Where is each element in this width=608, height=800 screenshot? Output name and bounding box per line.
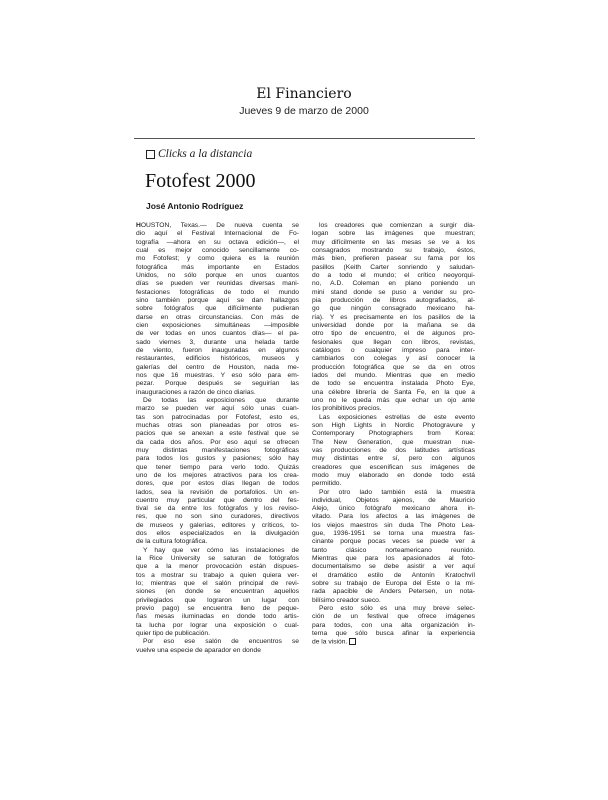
text-line: do a todo el mundo; el crítico neoyorqui-: [312, 271, 475, 279]
text-line: la Rice University se saturan de fotógrafos: [136, 555, 299, 563]
text-line: modo muy elaborado en donde todo está: [312, 471, 475, 479]
text-line: Por eso ese salón de encuentros se: [143, 638, 299, 646]
text-line: más bien, prefieren pasear su fama por los: [312, 255, 475, 263]
text-line: individual, Objetos ajenos, de Mauricio: [312, 496, 475, 504]
text-line: Las exposiciones estrellas de este evento: [319, 413, 475, 421]
text-line: son High Lights in Nordic Photogravure y: [312, 421, 475, 429]
text-line: pacios que se anexan a este festival que se: [136, 430, 299, 438]
text-line: uno no le queda más que echar un ojo ante: [312, 396, 475, 404]
text-line: Alejo, único fotógrafo mexicano ahora in-: [312, 505, 475, 513]
text-line: go que ningún consagrado mexicano ha-: [312, 305, 475, 313]
text-line: privilegiados que lograron un lugar con: [136, 596, 299, 604]
text-line: para todos, con una alta organización in-: [312, 621, 475, 629]
text-line: que a la menor provocación están dispues-: [136, 563, 299, 571]
text-line: de ver todas en unos cuantos días— el pa-: [136, 330, 299, 338]
text-line: pia producción de libros autografiados, al-: [312, 296, 475, 304]
text-line: tival se da entre los fotógrafos y los reviso-: [136, 505, 299, 513]
text-line: galerías del centro de Houston, nada me-: [136, 363, 299, 371]
text-line: cien exposiciones simultáneas —imposible: [136, 321, 299, 329]
dropcap: H: [136, 222, 141, 229]
article-paragraph: [136, 222, 299, 397]
text-line: documentalismo se debe asistir a ver aquí: [312, 563, 475, 571]
text-line: no, A.D. Coleman en plano poniendo un: [312, 280, 475, 288]
text-line: muy distintas entre sí, pero con algunos: [312, 455, 475, 463]
text-line: universidad donde por la mañana se da: [312, 321, 475, 329]
text-line: tas son patrocinadas por Fotofest, esto es,: [136, 413, 299, 421]
text-line: lados del mundo. Mientras que en medio: [312, 371, 475, 379]
text-line: bilísimo creador sueco.: [312, 596, 381, 604]
text-line: The New Generation, que muestran nue-: [312, 438, 475, 446]
text-line: tos a mostrar su trabajo a quien quiera ver-: [136, 571, 299, 579]
section-title: Clicks a la distancia: [158, 148, 253, 160]
text-line: restaurantes, edificios históricos, museos y: [136, 355, 299, 363]
text-line: tanto clásico norteamericano reunido.: [312, 546, 475, 554]
text-line: permitido.: [312, 480, 342, 488]
article-paragraph: [136, 397, 299, 547]
article-paragraph: [312, 489, 475, 606]
text-line: dio aquí el Festival Internacional de Fo-: [136, 230, 299, 238]
text-line: vas producciones de dos latitudes artísticas: [312, 446, 475, 454]
section-header: [146, 148, 252, 160]
text-line: muchas otras son planeadas por otros es-: [136, 421, 299, 429]
text-line: terna que sólo busca afinar la experiencia: [312, 630, 475, 638]
text-line: Por otro lado también está la muestra: [319, 488, 475, 496]
text-line: logan sobre las imágenes que muestran;: [312, 230, 475, 238]
article-paragraph: [136, 547, 299, 639]
text-line: da cada dos años. Por eso aquí se ofrecen: [136, 438, 299, 446]
article-column-1: [136, 222, 299, 655]
text-line: lados, sea la revisión de portafolios. Un en-: [136, 488, 299, 496]
text-line: fesionales que llegan con libros, revistas,: [312, 338, 475, 346]
text-line: Y hay que ver cómo las instalaciones de: [143, 546, 299, 554]
text-line: previo pago) se encuentra lleno de peque-: [136, 605, 299, 613]
text-line: otro tipo de encuentro, el de algunos pro-: [312, 330, 475, 338]
text-line: sino también porque aquí se dan hallazgos: [136, 296, 299, 304]
text-line: días se pueden ver reunidas diversas mani-: [136, 280, 299, 288]
text-line: ta lucha por lograr una exposición o cual-: [136, 621, 299, 629]
text-line: catálogos o cualquier impreso para inter-: [312, 346, 475, 354]
text-line: uno de los mejores atractivos para los crea-: [136, 471, 299, 479]
masthead: [0, 86, 608, 118]
text-line: marzo se pueden ver aquí sólo unas cuan-: [136, 405, 299, 413]
square-bullet-icon: [146, 150, 155, 159]
text-line: fotográfica más importante en Estados: [136, 263, 299, 271]
text-line: De todas las exposiciones que durante: [143, 396, 299, 404]
text-line: una célebre librería de Santa Fe, en la que a: [312, 388, 475, 396]
text-line: sado viernes 3, durante una helada tarde: [136, 338, 299, 346]
text-line: cinante porque pocas veces se puede ver a: [312, 538, 475, 546]
article-paragraph: [312, 414, 475, 489]
article-headline: Fotofest 2000: [145, 170, 256, 192]
text-line: de viento, fueron inauguradas en algunos: [136, 346, 299, 354]
text-line: cuentro muy particular que dentro del fes-: [136, 496, 299, 504]
text-line: Pero esto sólo es una muy breve selec-: [319, 605, 475, 613]
end-of-article-icon: [349, 638, 356, 645]
text-line: festaciones fotográficas de todo el mundo: [136, 288, 299, 296]
text-line: el dramático estilo de Antonín Kratochvíl: [312, 571, 475, 579]
text-line: rada apacible de Anders Petersen, un nota-: [312, 588, 475, 596]
text-line: HOUSTON, Texas.— De nueva cuenta se: [136, 222, 299, 229]
text-line: lo; mientras que el salón principal de revi-: [136, 580, 299, 588]
text-line: producción fotográfica que se da en otros: [312, 363, 475, 371]
text-line: res, que no son sino curadores, directivos: [136, 513, 299, 521]
text-line: vitado. Para los afectos a las imágenes de: [312, 513, 475, 521]
text-line: de la cultura fotográfica.: [136, 538, 208, 546]
text-line: que tener tiempo para verlo todo. Quizás: [136, 463, 299, 471]
text-line: quier tipo de publicación.: [136, 630, 210, 638]
text-line: ría). Y es precisamente en los pasillos de la: [312, 313, 475, 321]
article-paragraph: [312, 222, 475, 414]
publication-date: Jueves 9 de marzo de 2000: [239, 105, 369, 117]
text-line: siones (en donde se encuentran aquellos: [136, 588, 299, 596]
text-line: cambiarlos con colegas y así conocer la: [312, 355, 475, 363]
text-line: dos ellos especializados en la divulgación: [136, 530, 299, 538]
text-line: mo Fotofest; y como quiera es la reunión: [136, 255, 299, 263]
text-line: de museos y galerías, editores y críticos, to-: [136, 521, 299, 529]
text-line: pasillos (Keith Carter sonriendo y saludan-: [312, 263, 475, 271]
newspaper-name: El Financiero: [256, 86, 352, 102]
text-line: inauguraciones a razón de cinco diarias.: [136, 388, 256, 396]
article-byline: José Antonio Rodríguez: [146, 201, 244, 211]
text-line: los creadores que comienzan a surgir dia-: [319, 222, 475, 229]
text-line: ción de un festival que ofrece imágenes: [312, 613, 475, 621]
text-line: de la visión.: [312, 638, 475, 647]
text-line: darse en otras circunstancias. Con más de: [136, 313, 299, 321]
text-line: ñas mesas iluminadas en donde todo artis-: [136, 613, 299, 621]
text-line: de todo se encuentra instalada Photo Eye,: [312, 380, 475, 388]
article-paragraph: [312, 605, 475, 647]
article-paragraph: [136, 638, 299, 655]
text-line: los viejos maestros sin duda The Photo Lea-: [312, 521, 475, 529]
newspaper-clipping: [134, 138, 475, 719]
text-line: para todos los gustos y pasiones; sólo hay: [136, 455, 299, 463]
text-line: vuelve una especie de aparador en donde: [136, 646, 261, 654]
text-line: muy distintas manifestaciones fotográficas: [136, 446, 299, 454]
text-line: gue, 1936-1951 se torna una muestra fas-: [312, 530, 475, 538]
text-line: mini stand donde se puso a vender su pro-: [312, 288, 475, 296]
article-column-2: [312, 222, 475, 647]
text-line: sobre fotógrafos que difícilmente pudieran: [136, 305, 299, 313]
text-line: cual es mejor conocido sencillamente co-: [136, 246, 299, 254]
text-line: dores, que por estos días llegan de todos: [136, 480, 299, 488]
text-line: pezar. Porque después se seguirían las: [136, 380, 299, 388]
text-line: Mientras que para los apasionados al foto-: [312, 555, 475, 563]
text-line: los prohibitivos precios.: [312, 405, 382, 413]
text-line: muy difícilmente en las mesas se ve a los: [312, 238, 475, 246]
text-line: nos que 16 muestras. Y eso sólo para em-: [136, 371, 299, 379]
text-line: Contemporary Photographers from Korea:: [312, 430, 475, 438]
text-line: sobre su trabajo de Europa del Este o la mi-: [312, 580, 475, 588]
text-line: creadores que escenifican sus imágenes de: [312, 463, 475, 471]
text-line: consagrados mostrando su trabajo, éstos,: [312, 246, 475, 254]
text-line: tografía —ahora en su octava edición—, el: [136, 238, 299, 246]
text-line: Unidos, no sólo porque en unos cuantos: [136, 271, 299, 279]
